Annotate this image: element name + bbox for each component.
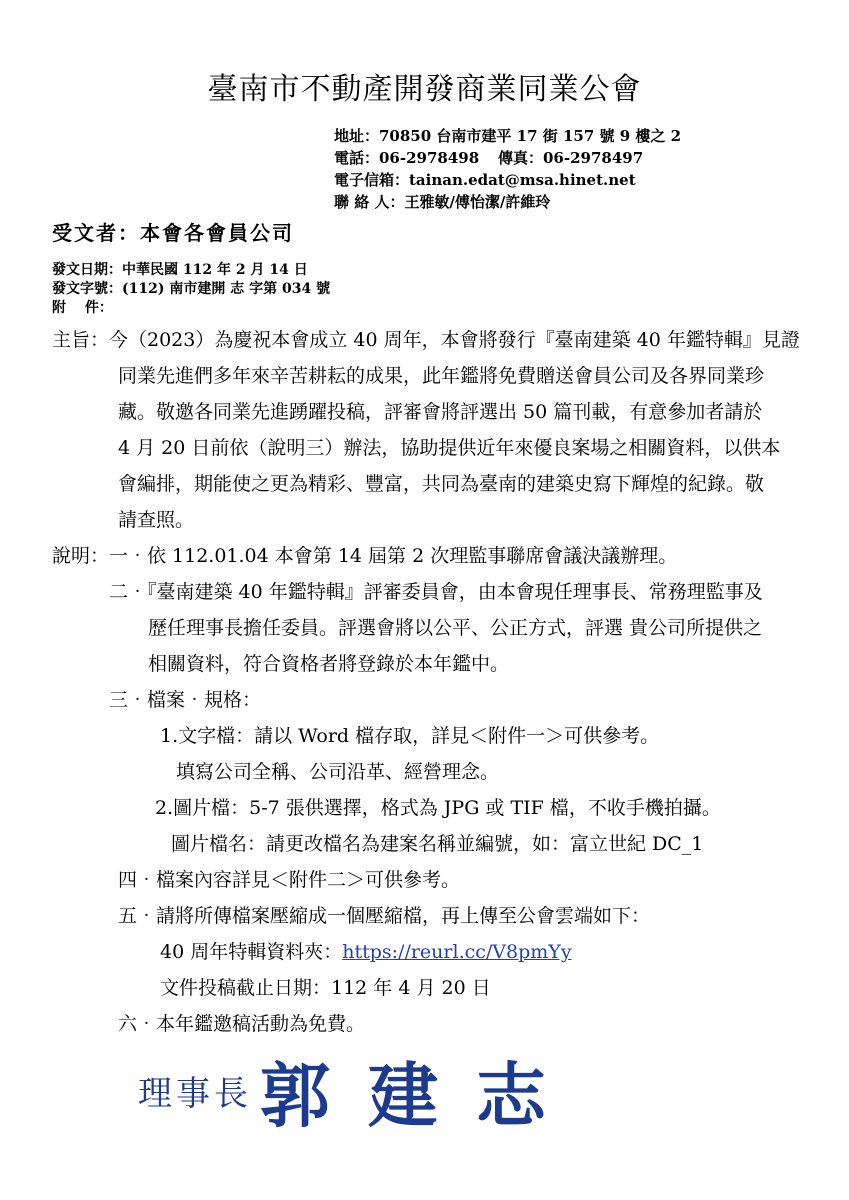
sender-fax: 傳真：06-2978497: [498, 149, 644, 167]
subject-line: 今（2023）為慶祝本會成立 40 周年，本會將發行『臺南建築 40 年鑑特輯』見證: [109, 329, 800, 351]
sender-email: 電子信箱：tainan.edat@msa.hinet.net: [334, 171, 636, 189]
upload-folder-label: 40 周年特輯資料夾：: [160, 941, 343, 963]
subject-line: 4 月 20 日前依（說明三）辦法，協助提供近年來優良案場之相關資料，以供本: [118, 437, 781, 459]
subject-label: 主旨：: [52, 329, 110, 351]
organization-title: 臺南市不動產開發商業同業公會: [207, 72, 642, 107]
explanation-item-2-line: 歷任理事長擔任委員。評選會將以公平、公正方式，評選 貴公司所提供之: [148, 617, 763, 639]
sender-phone: 電話：06-2978498: [334, 149, 480, 167]
explanation-item-2: 二‧『臺南建築 40 年鑑特輯』評審委員會，由本會現任理事長、常務理監事及: [109, 581, 763, 603]
subject-line: 藏。敬邀各同業先進踴躍投稿，評審會將評選出 50 篇刊載，有意參加者請於: [118, 401, 763, 423]
attachment-label: 附 件：: [52, 300, 113, 316]
explanation-item-6: 六‧本年鑑邀稿活動為免費。: [118, 1013, 366, 1035]
explanation-item-1: 一‧依 112.01.04 本會第 14 屆第 2 次理監事聯席會議決議辦理。: [109, 545, 678, 567]
upload-folder-link[interactable]: https://reurl.cc/V8pmYy: [342, 941, 572, 963]
chairman-signature: [138, 1040, 584, 1141]
signature-name: 郭建志: [260, 1054, 584, 1137]
image-file-spec: 2.圖片檔：5-7 張供選擇，格式為 JPG 或 TIF 檔，不收手機拍攝。: [155, 797, 721, 819]
image-file-naming: 圖片檔名：請更改檔名為建案名稱並編號，如：富立世紀 DC_1: [171, 833, 704, 855]
sender-address: 地址：70850 台南市建平 17 街 157 號 9 樓之 2: [334, 127, 682, 145]
issue-reference: 發文字號：(112) 南市建開 志 字第 034 號: [52, 281, 331, 297]
explanation-item-4: 四‧檔案內容詳見＜附件二＞可供參考。: [118, 869, 461, 891]
text-file-spec: 1.文字檔：請以 Word 檔存取，詳見＜附件一＞可供參考。: [160, 725, 660, 747]
subject-line: 同業先進們多年來辛苦耕耘的成果，此年鑑將免費贈送會員公司及各界同業珍: [118, 365, 765, 387]
explanation-item-5: 五‧請將所傳檔案壓縮成一個壓縮檔，再上傳至公會雲端如下：: [118, 905, 651, 927]
explanation-label: 說明：: [52, 545, 110, 567]
signature-title: 理事長: [138, 1074, 252, 1114]
recipient: 受文者：本會各會員公司: [52, 221, 294, 245]
text-file-detail: 填寫公司全稱、公司沿革、經營理念。: [176, 761, 500, 783]
sender-contact: 聯 絡 人：王雅敏/傅怡潔/許維玲: [334, 193, 551, 211]
submission-deadline: 文件投稿截止日期：112 年 4 月 20 日: [160, 977, 491, 999]
explanation-item-2-line: 相關資料，符合資格者將登錄於本年鑑中。: [148, 653, 510, 675]
subject-line: 請查照。: [118, 509, 195, 531]
upload-folder-row: [160, 934, 572, 970]
subject-line: 會編排，期能使之更為精彩、豐富，共同為臺南的建築史寫下輝煌的紀錄。敬: [118, 473, 765, 495]
explanation-item-3: 三‧檔案‧規格：: [109, 689, 262, 711]
issue-date: 發文日期：中華民國 112 年 2 月 14 日: [52, 262, 308, 278]
